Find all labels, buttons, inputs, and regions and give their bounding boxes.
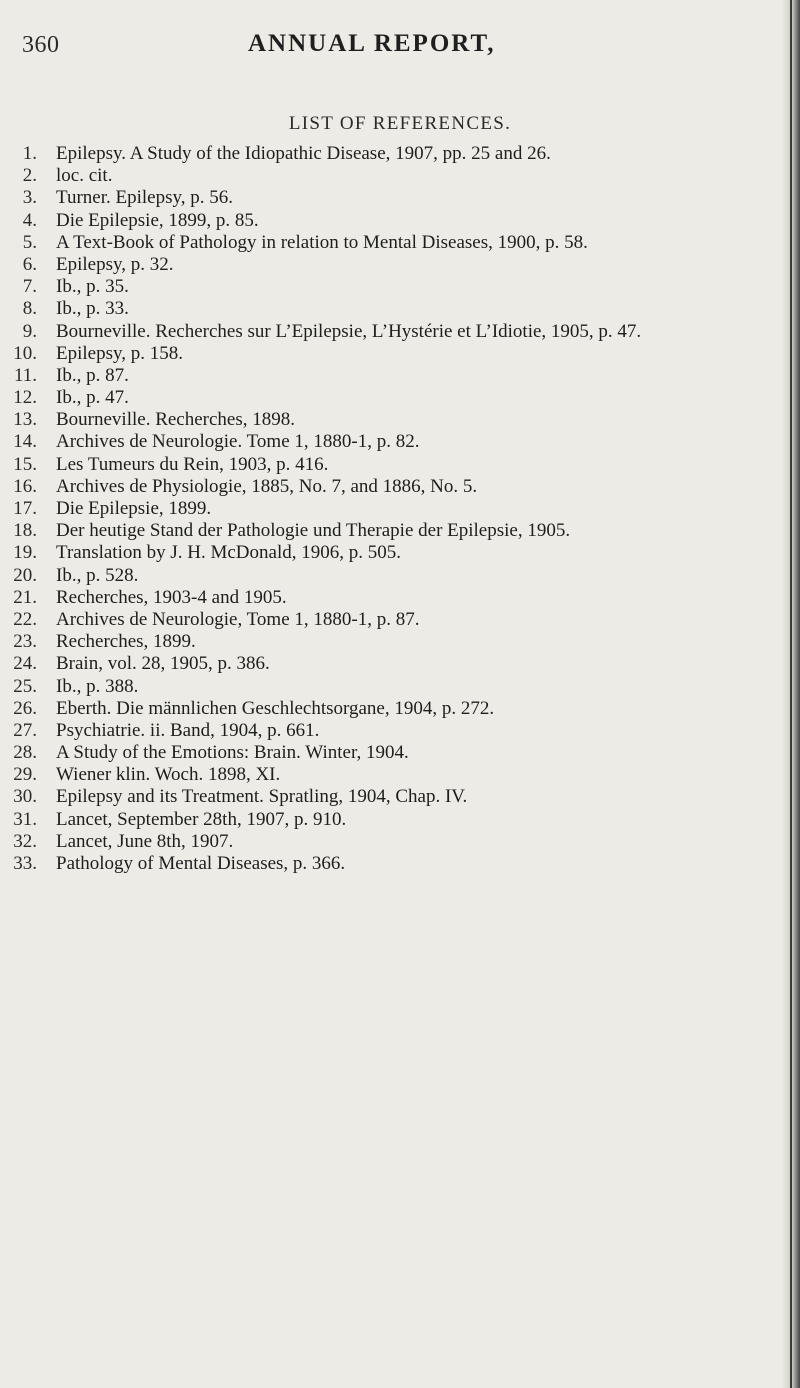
reference-text: Translation by J. H. McDonald, 1906, p. 505. bbox=[56, 542, 401, 564]
reference-item bbox=[0, 631, 790, 653]
reference-text: Die Epilepsie, 1899. bbox=[56, 498, 212, 519]
reference-text: Epilepsy. A Study of the Idiopathic Disease, 1907, pp. 25 and 26. bbox=[56, 143, 551, 164]
reference-item bbox=[0, 343, 790, 365]
reference-item bbox=[0, 809, 790, 831]
reference-text: Turner. Epilepsy, p. 56. bbox=[56, 187, 233, 209]
reference-text: Eberth. Die männlichen Geschlechtsorgane, 1904, p. 272. bbox=[56, 697, 495, 719]
reference-item bbox=[0, 587, 790, 609]
reference-text: Ib., p. 35. bbox=[56, 276, 129, 298]
reference-number: 18. bbox=[13, 520, 37, 542]
reference-number: 1. bbox=[22, 143, 37, 164]
reference-text: Brain, vol. 28, 1905, p. 386. bbox=[56, 653, 270, 675]
references-list bbox=[0, 143, 790, 875]
reference-item bbox=[0, 454, 790, 476]
reference-number: 11. bbox=[13, 364, 37, 386]
reference-text: Die Epilepsie, 1899, p. 85. bbox=[56, 209, 259, 231]
reference-text: Ib., p. 388. bbox=[56, 675, 139, 697]
reference-item bbox=[0, 431, 790, 453]
reference-number: 8. bbox=[22, 298, 37, 320]
page-number: 360 bbox=[22, 32, 60, 58]
reference-number: 9. bbox=[22, 320, 37, 342]
reference-text: Epilepsy, p. 32. bbox=[56, 253, 174, 275]
reference-number: 10. bbox=[13, 342, 37, 364]
reference-text: A Text-Book of Pathology in relation to Mental Diseases, 1900, p. 58. bbox=[56, 231, 588, 253]
reference-text: Ib., p. 47. bbox=[56, 387, 129, 409]
reference-item bbox=[0, 520, 790, 542]
reference-text: Lancet, June 8th, 1907. bbox=[56, 830, 234, 852]
reference-text: A Study of the Emotions: Brain. Winter, 1904. bbox=[56, 742, 409, 764]
reference-text: Ib., p. 87. bbox=[56, 364, 129, 386]
reference-number: 28. bbox=[13, 742, 37, 764]
reference-item bbox=[0, 165, 790, 187]
reference-item bbox=[0, 210, 790, 232]
reference-number: 29. bbox=[13, 764, 37, 786]
reference-item bbox=[0, 276, 790, 298]
reference-text: Der heutige Stand der Pathologie und Therapie der Epilepsie, 1905. bbox=[56, 520, 571, 542]
reference-text: Ib., p. 33. bbox=[56, 298, 129, 320]
reference-item bbox=[0, 676, 790, 698]
reference-item bbox=[0, 365, 790, 387]
reference-item bbox=[0, 565, 790, 587]
reference-text: Les Tumeurs du Rein, 1903, p. 416. bbox=[56, 453, 329, 475]
reference-text: loc. cit. bbox=[56, 165, 113, 187]
reference-number: 24. bbox=[13, 653, 37, 675]
reference-number: 27. bbox=[13, 719, 37, 741]
reference-number: 6. bbox=[22, 253, 37, 275]
reference-number: 12. bbox=[13, 387, 37, 409]
reference-text: Psychiatrie. ii. Band, 1904, p. 661. bbox=[56, 719, 320, 741]
reference-item bbox=[0, 609, 790, 631]
reference-item bbox=[0, 498, 790, 520]
reference-number: 16. bbox=[13, 475, 37, 497]
reference-text: Ib., p. 528. bbox=[56, 564, 139, 586]
reference-number: 17. bbox=[13, 498, 37, 519]
reference-item bbox=[0, 720, 790, 742]
reference-item bbox=[0, 298, 790, 320]
running-head: ANNUAL REPORT, bbox=[248, 30, 496, 57]
reference-number: 4. bbox=[22, 209, 37, 231]
reference-number: 15. bbox=[13, 453, 37, 475]
reference-text: Epilepsy, p. 158. bbox=[56, 342, 184, 364]
reference-text: Lancet, September 28th, 1907, p. 910. bbox=[56, 808, 347, 830]
reference-number: 14. bbox=[13, 431, 37, 453]
reference-item bbox=[0, 786, 790, 808]
reference-text: Recherches, 1903-4 and 1905. bbox=[56, 586, 287, 608]
reference-number: 20. bbox=[13, 564, 37, 586]
reference-item bbox=[0, 387, 790, 409]
reference-item bbox=[0, 764, 790, 786]
reference-text: Archives de Neurologie, Tome 1, 1880-1, p. 87. bbox=[56, 608, 420, 630]
references-title: LIST OF REFERENCES. bbox=[288, 113, 512, 134]
reference-item bbox=[0, 853, 790, 875]
reference-text: Archives de Neurologie. Tome 1, 1880-1, p. 82. bbox=[56, 431, 420, 453]
reference-item bbox=[0, 143, 790, 165]
reference-number: 13. bbox=[13, 409, 37, 431]
reference-text: Pathology of Mental Diseases, p. 366. bbox=[56, 853, 346, 874]
reference-item bbox=[0, 476, 790, 498]
reference-number: 7. bbox=[22, 276, 37, 298]
reference-item bbox=[0, 409, 790, 431]
reference-item bbox=[0, 542, 790, 564]
reference-text: Wiener klin. Woch. 1898, XI. bbox=[56, 764, 281, 786]
reference-item bbox=[0, 187, 790, 209]
reference-item bbox=[0, 831, 790, 853]
reference-number: 19. bbox=[13, 542, 37, 564]
reference-item bbox=[0, 653, 790, 675]
reference-item bbox=[0, 698, 790, 720]
reference-number: 30. bbox=[13, 786, 37, 808]
reference-item bbox=[0, 321, 790, 343]
reference-text: Archives de Physiologie, 1885, No. 7, and 1886, No. 5. bbox=[56, 475, 478, 497]
reference-number: 5. bbox=[22, 231, 37, 253]
reference-text: Epilepsy and its Treatment. Spratling, 1904, Chap. IV. bbox=[56, 786, 468, 808]
reference-text: Bourneville. Recherches sur L’Epilepsie, L’Hystérie et L’Idiotie, 1905, p. 47. bbox=[56, 320, 642, 342]
reference-number: 2. bbox=[22, 165, 37, 187]
reference-number: 33. bbox=[13, 853, 37, 874]
reference-number: 32. bbox=[13, 830, 37, 852]
reference-number: 21. bbox=[13, 586, 37, 608]
reference-item bbox=[0, 742, 790, 764]
reference-number: 23. bbox=[13, 631, 37, 653]
reference-number: 26. bbox=[13, 697, 37, 719]
reference-number: 3. bbox=[22, 187, 37, 209]
reference-item bbox=[0, 254, 790, 276]
page-edge-line bbox=[790, 0, 792, 1388]
reference-text: Recherches, 1899. bbox=[56, 631, 196, 653]
reference-text: Bourneville. Recherches, 1898. bbox=[56, 409, 296, 431]
reference-number: 22. bbox=[13, 608, 37, 630]
reference-number: 25. bbox=[13, 675, 37, 697]
reference-item bbox=[0, 232, 790, 254]
reference-number: 31. bbox=[13, 808, 37, 830]
